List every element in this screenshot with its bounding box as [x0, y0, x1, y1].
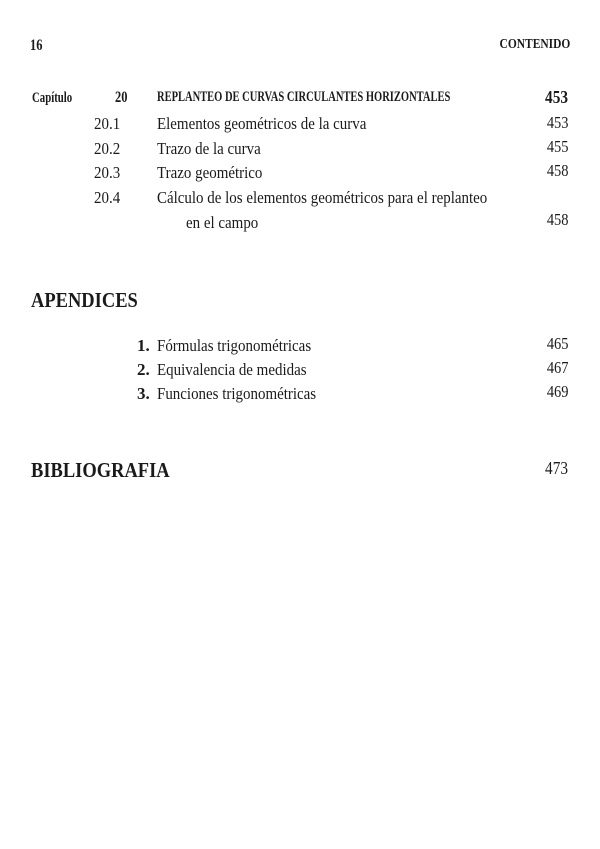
section-number: 20.2	[94, 139, 121, 158]
running-title: CONTENIDO	[499, 37, 570, 52]
section-number: 20.4	[94, 188, 121, 207]
section-title-continuation: en el campo	[186, 213, 259, 232]
page-number: 16	[30, 37, 43, 54]
section-page: 453	[546, 113, 568, 132]
section-title: Elementos geométricos de la curva	[157, 114, 367, 133]
section-page: 458	[546, 210, 568, 229]
section-page: 455	[546, 137, 568, 156]
appendix-page: 465	[546, 334, 568, 353]
section-title: Trazo de la curva	[157, 139, 261, 158]
section-title: Cálculo de los elementos geométricos para el replanteo	[157, 188, 488, 207]
appendix-number: 2.	[137, 360, 150, 379]
appendix-number: 3.	[137, 384, 150, 403]
appendix-number: 1.	[137, 336, 150, 355]
section-page: 458	[546, 161, 568, 180]
appendices-heading: APENDICES	[31, 288, 138, 312]
section-title: Trazo geométrico	[157, 163, 263, 182]
chapter-number: 20	[115, 89, 128, 106]
section-number: 20.3	[94, 163, 121, 182]
bibliography-heading: BIBLIOGRAFIA	[31, 458, 170, 482]
appendix-page: 467	[546, 358, 568, 377]
appendix-title: Funciones trigonométricas	[157, 384, 317, 403]
chapter-title: REPLANTEO DE CURVAS CIRCULANTES HORIZONTALES	[157, 89, 451, 105]
bibliography-page: 473	[545, 458, 568, 478]
appendix-page: 469	[546, 382, 568, 401]
chapter-label: Capítulo	[32, 90, 73, 106]
section-number: 20.1	[94, 114, 121, 133]
appendix-title: Fórmulas trigonométricas	[157, 336, 312, 355]
appendix-title: Equivalencia de medidas	[157, 360, 307, 379]
chapter-page: 453	[545, 87, 568, 107]
